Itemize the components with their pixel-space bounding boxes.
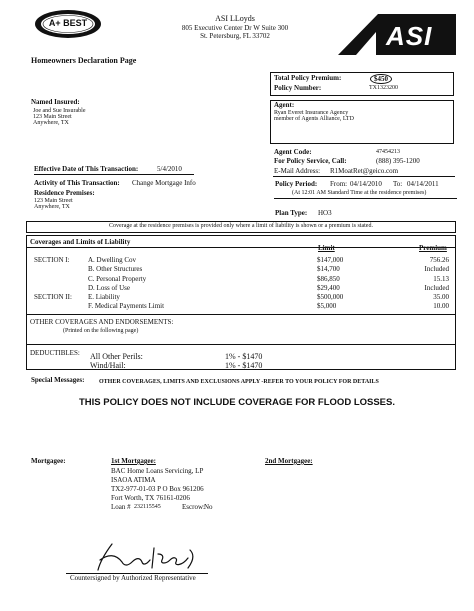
insurer-name: ASI LLoyds <box>215 14 255 23</box>
asi-logo <box>336 12 458 56</box>
col-premium-header: Premium <box>419 244 447 252</box>
coverage-name: F. Medical Payments Limit <box>88 302 165 310</box>
first-mortgagee-line: BAC Home Loans Servicing, LP <box>111 467 204 475</box>
deductible-value: 1% - $1470 <box>225 352 263 361</box>
coverage-premium: 10.00 <box>433 302 449 310</box>
total-premium-value: $450 <box>370 74 392 84</box>
coverage-banner-text: Coverage at the residence premises is provided only where a limit of liability is shown or a premium is stated. <box>109 223 373 229</box>
coverage-limit: $14,700 <box>317 265 340 273</box>
plan-type-label: Plan Type: <box>275 209 308 217</box>
insurer-address-1: 805 Executive Center Dr W Suite 300 <box>181 24 289 32</box>
coverage-name: A. Dwelling Cov <box>88 256 137 264</box>
col-limit-header: Limit <box>318 244 335 252</box>
coverage-premium: 756.26 <box>429 256 449 264</box>
first-mortgagee-line: Fort Worth, TX 76161-0206 <box>111 494 190 502</box>
coverage-limit: $147,000 <box>317 256 344 264</box>
coverage-name: B. Other Structures <box>88 265 143 273</box>
other-coverages-label: OTHER COVERAGES AND ENDORSEMENTS: <box>30 318 174 326</box>
deductibles-label: DEDUCTIBLES: <box>30 349 80 357</box>
effective-date-label: Effective Date of This Transaction: <box>34 165 139 173</box>
coverage-limit: $86,850 <box>317 275 340 283</box>
agent-code-label: Agent Code: <box>274 148 312 156</box>
policy-period-from-value: 04/14/2010 <box>350 180 382 188</box>
policy-number-label: Policy Number: <box>274 84 322 92</box>
email-value: R1MoatRet@geico.com <box>330 167 399 175</box>
coverage-premium: 35.00 <box>433 293 449 301</box>
coverage-limit: $5,000 <box>317 302 337 310</box>
coverage-name: E. Liability <box>88 293 120 301</box>
deductibles-rule <box>27 344 455 345</box>
agent-box <box>270 100 454 144</box>
best-logo-label: A+ BEST <box>48 18 88 28</box>
mortgagee-label: Mortgagee: <box>31 457 66 465</box>
policy-service-value: (888) 395-1200 <box>376 157 420 165</box>
special-messages-label: Special Messages: <box>31 376 85 384</box>
loan-label: Loan # <box>111 503 131 511</box>
first-mortgagee-line: TX2-977-01-03 P O Box 961206 <box>111 485 204 493</box>
residence-premises-label: Residence Premises: <box>34 189 95 197</box>
policy-period-from-label: From: <box>330 180 348 188</box>
named-insured-line: Joe and Sue Insurable <box>33 108 86 114</box>
email-underline <box>273 176 455 177</box>
email-label: E-Mail Address: <box>274 167 321 175</box>
total-premium-label: Total Policy Premium: <box>274 74 342 82</box>
signature <box>70 540 210 574</box>
escrow-value: No <box>204 503 213 511</box>
coverage-limit: $500,000 <box>317 293 344 301</box>
policy-service-label: For Policy Service, Call: <box>274 157 347 165</box>
first-mortgagee-line: ISAOA ATIMA <box>111 476 156 484</box>
effective-date-underline <box>34 174 194 175</box>
activity-label: Activity of This Transaction: <box>34 179 120 187</box>
coverage-section: SECTION II: <box>34 293 72 301</box>
plan-type-value: HO3 <box>318 209 332 217</box>
activity-value: Change Mortgage Info <box>132 179 196 187</box>
coverage-premium: Included <box>424 265 449 273</box>
coverage-premium: Included <box>424 284 449 292</box>
residence-line: Anywhere, TX <box>34 204 70 210</box>
effective-date-value: 5/4/2010 <box>157 165 182 173</box>
other-coverages-note: (Printed on the following page) <box>63 328 139 334</box>
coverage-header: Coverages and Limits of Liability <box>30 238 131 246</box>
named-insured-line: 123 Main Street <box>33 114 72 120</box>
page-title: Homeowners Declaration Page <box>31 56 137 65</box>
flood-notice: THIS POLICY DOES NOT INCLUDE COVERAGE FOR FLOOD LOSSES. <box>79 397 395 408</box>
residence-line: 123 Main Street <box>34 198 73 204</box>
second-mortgagee-label: 2nd Mortgagee: <box>265 457 313 465</box>
coverage-name: D. Loss of Use <box>88 284 130 292</box>
agent-label: Agent: <box>274 101 295 109</box>
deductible-name: Wind/Hail: <box>90 361 126 370</box>
policy-number-value: TX1323200 <box>369 85 398 91</box>
named-insured-line: Anywhere, TX <box>33 120 69 126</box>
insurer-address-2: St. Petersburg, FL 33702 <box>200 32 270 40</box>
policy-period-underline <box>274 198 457 199</box>
policy-period-to-value: 04/14/2011 <box>407 180 439 188</box>
best-logo <box>34 9 102 39</box>
coverage-name: C. Personal Property <box>88 275 147 283</box>
other-coverages-rule <box>27 314 455 315</box>
agent-code-value: 47454213 <box>376 149 400 155</box>
deductible-name: All Other Perils: <box>90 352 143 361</box>
deductible-value: 1% - $1470 <box>225 361 263 370</box>
signature-caption: Countersigned by Authorized Representative <box>70 574 196 582</box>
coverage-premium: 15.13 <box>433 275 449 283</box>
coverage-section: SECTION I: <box>34 256 70 264</box>
special-messages-text: OTHER COVERAGES, LIMITS AND EXCLUSIONS APPLY -REFER TO YOUR POLICY FOR DETAILS <box>99 379 379 385</box>
escrow-label: Escrow: <box>182 503 205 511</box>
coverage-header-rule <box>27 247 455 248</box>
policy-period-to-label: To: <box>393 180 403 188</box>
handwritten-signature-icon <box>70 540 210 574</box>
coverage-limit: $29,400 <box>317 284 340 292</box>
first-mortgagee-label: 1st Mortgagee: <box>111 457 156 465</box>
policy-period-note: (At 12:01 AM Standard Time at the residence premises) <box>292 190 427 196</box>
agent-line: member of Agents Alliance, LTD <box>274 116 354 122</box>
agent-line: Ryan Everet Insurance Agency <box>274 110 349 116</box>
loan-value: 232115545 <box>134 504 161 510</box>
asi-logo-text: ASI <box>386 21 433 51</box>
policy-period-label: Policy Period: <box>275 180 318 188</box>
named-insured-label: Named Insured: <box>31 98 80 106</box>
